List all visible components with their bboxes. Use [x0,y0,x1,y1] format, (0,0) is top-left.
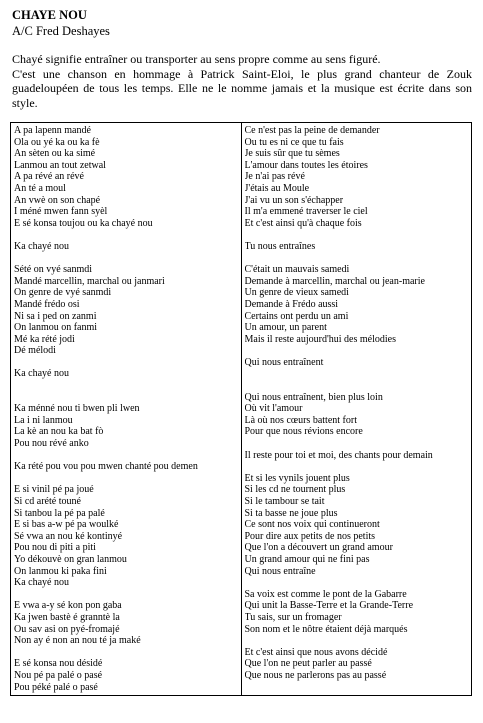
lyric-line-creole: Ka chayé nou [14,240,69,252]
lyric-line-creole: E vwa a-y sé kon pon gaba [14,600,122,612]
lyric-line-creole: On genre de vyé sanmdi [14,287,112,299]
lyric-line-creole [14,647,238,659]
lyric-line-creole [14,589,238,601]
lyric-line-french: Que l'on ne peut parler au passé [244,658,372,670]
lyric-line-creole: Ka rété pou vou pou mwen chanté pou demen [14,461,198,473]
lyric-line-french: Un grand amour qui ne fini pas [244,553,370,565]
lyric-line-creole: Pou nou révé anko [14,438,89,450]
lyric-line-creole: E si bas a-w pé pa woulké [14,519,119,531]
lyric-line-creole: Sé vwa an nou ké kontinyé [14,530,123,542]
lyric-line-french: Demande à Frédo aussi [244,298,339,310]
lyric-line-french: Où vit l'amour [244,403,303,415]
lyric-line-french [245,229,469,241]
lyric-line-french: Il m'a emmené traverser le ciel [244,206,368,218]
lyric-line-creole: Mé ka rété jodi [14,333,75,345]
lyric-line-creole: Ka chayé nou [14,577,69,589]
lyrics-row [11,123,472,696]
lyric-line-french: Là où nos cœurs battent fort [244,414,357,426]
lyric-line-french: Il reste pour toi et moi, des chants pour demain [244,449,433,461]
lyric-line-french [245,635,469,647]
lyric-line-creole: Si tanbou la pé pa palé [14,507,105,519]
lyric-line-french: Que nous ne parlerons pas au passé [244,669,387,681]
lyric-line-french: Tu nous entraînes [244,240,316,252]
lyric-line-creole [14,357,238,369]
lyric-line-french: Et c'est ainsi qu'à chaque fois [244,217,362,229]
lyric-line-creole: Non ay é non an nou té ja maké [14,635,141,647]
intro-paragraph-1: Chayé signifie entraîner ou transporter au sens propre comme au sens figuré. [12,52,381,66]
lyric-line-french: J'étais au Moule [244,182,310,194]
lyric-line-french: Un amour, un parent [244,322,327,334]
lyric-line-french: Certains ont perdu un ami [244,310,349,322]
lyric-line-creole: Ka jwen bastè é granntè la [14,611,120,623]
lyric-line-creole: Pou nou di piti a piti [14,542,96,554]
lyric-line-creole: Mandé frédo osi [14,298,80,310]
lyric-line-french: Mais il reste aujourd'hui des mélodies [244,333,396,345]
lyric-line-french: J'ai vu un son s'échapper [244,194,344,206]
lyrics-table [10,122,472,696]
lyric-line-creole: Sété on vyé sanmdi [14,264,93,276]
intro-text [12,52,472,110]
lyric-line-creole [14,473,238,485]
lyric-line-creole: Nou pé pa palé o pasé [14,669,103,681]
lyric-line-creole: E sé konsa toujou ou ka chayé nou [14,217,153,229]
lyric-line-french [245,438,469,450]
lyric-line-creole: Ka chayé nou [14,368,69,380]
lyric-line-creole [14,253,238,265]
lyric-line-french: Ou tu es ni ce que tu fais [244,136,344,148]
lyric-line-creole: Ka ménné nou ti bwen pli lwen [14,403,140,415]
lyric-line-creole: Si cd arété touné [14,496,81,507]
lyric-line-creole: I méné mwen fann syèl [14,206,108,218]
lyric-line-creole: On lanmou on fanmi [14,322,98,334]
lyric-line-french: Pour que nous révions encore [244,426,363,438]
lyric-line-french: Si les cd ne tournent plus [244,484,346,496]
lyric-line-french: Tu sais, sur un fromager [244,611,342,623]
lyric-line-creole [14,392,238,404]
intro-paragraph-2: C'est une chanson en hommage à Patrick Saint-Eloi, le plus grand chanteur de Zouk guadeloupéen de tous les temps. Elle ne le nomme jamais et la musique est écrite dans son style. [12,66,472,110]
lyrics-french-column [241,123,472,696]
lyric-line-french: Que l'on a découvert un grand amour [244,542,393,554]
lyric-line-french [245,380,469,392]
lyric-line-creole: A pa révé an révé [14,171,84,183]
lyric-line-french: Pour dire aux petits de nos petits [244,530,376,542]
lyric-line-creole: An vwè on son chapé [14,194,101,206]
lyric-line-french: Si ta basse ne joue plus [244,507,338,519]
lyric-line-french [245,253,469,265]
lyric-line-french: Qui nous entraînent [244,356,324,368]
lyric-line-french: Ce sont nos voix qui continueront [244,519,380,531]
lyric-line-creole: Ou sav asi on pyé-fromajé [14,623,120,635]
lyric-line-creole: La kè an nou ka bat fò [14,426,104,438]
lyric-line-creole: La i ni lanmou [14,414,73,426]
lyric-line-french: Je n'ai pas révé [244,171,305,183]
lyric-line-french: Si le tambour se tait [244,496,325,507]
lyric-line-french: Un genre de vieux samedi [244,287,349,299]
lyric-line-creole [14,380,238,392]
lyric-line-french [245,461,469,473]
lyric-line-french: Et c'est ainsi que nous avons décidé [244,646,388,658]
lyric-line-creole: Mandé marcellin, marchal ou janmari [14,275,165,287]
lyric-line-creole: Ola ou yé ka ou ka fè [14,136,100,148]
lyric-line-french: Qui nous entraîne [244,565,316,577]
lyrics-creole-column [11,123,242,696]
lyric-line-french: L'amour dans toutes les étoires [244,159,368,171]
lyric-line-french: Je suis sûr que tu sèmes [244,148,340,160]
lyric-line-creole: Lanmou an tout zetwal [14,159,106,171]
lyric-line-french [245,368,469,380]
lyric-line-creole: Ni sa i ped on zanmi [14,310,97,322]
lyric-line-french: Qui nous entraînent, bien plus loin [244,391,383,403]
lyric-line-creole: An sèten ou ka simé [14,148,96,160]
lyric-line-creole: Dé mélodi [14,345,56,357]
lyric-line-creole: A pa lapenn mandé [14,125,91,136]
lyric-line-french: Son nom et le nôtre étaient déjà marqués [244,623,408,635]
lyric-line-creole: An té a moul [14,182,66,194]
lyric-line-french [245,345,469,357]
lyric-line-french: Ce n'est pas la peine de demander [244,125,380,136]
song-title: CHAYE NOU [12,8,87,22]
lyric-line-french: Et si les vynils jouent plus [244,472,350,484]
lyric-line-creole: Pou péké palé o pasé [14,681,98,693]
lyric-line-creole: E sé konsa nou désidé [14,658,103,670]
lyric-line-french: Demande à marcellin, marchal ou jean-marie [244,275,425,287]
lyric-line-french [245,577,469,589]
lyric-line-french: C'était un mauvais samedi [244,264,350,276]
song-author: A/C Fred Deshayes [12,24,110,38]
lyric-line-creole [14,450,238,462]
lyric-line-french: Sa voix est comme le pont de la Gabarre [244,588,407,600]
lyric-line-creole [14,229,238,241]
lyric-line-creole: E si vinil pé pa joué [14,484,94,496]
lyric-line-creole: On lanmou ki paka fini [14,565,107,577]
lyric-line-creole: Yo dékouvè on gran lanmou [14,553,127,565]
lyric-line-french: Qui unit la Basse-Terre et la Grande-Terre [244,600,414,612]
